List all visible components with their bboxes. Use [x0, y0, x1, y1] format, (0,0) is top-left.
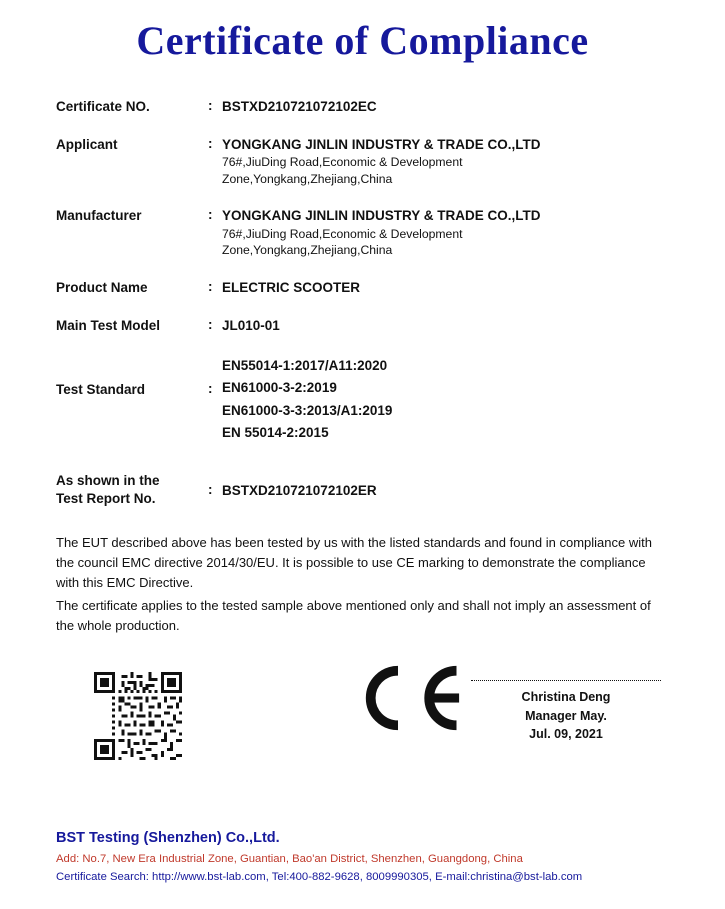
field-row-manufacturer — [56, 207, 669, 278]
field-colon: : — [208, 380, 213, 396]
field-row-product-name — [56, 279, 669, 317]
field-colon: : — [208, 316, 213, 332]
field-colon: : — [208, 482, 213, 498]
footer-contact: Certificate Search: http://www.bst-lab.com, Tel:400-882-9628, 8009990305, E-mail:christina@bst-lab.com — [56, 871, 583, 883]
field-label-certificate-no: Certificate NO. — [56, 99, 150, 114]
field-value-main-test-model: JL010-01 — [222, 317, 280, 333]
page-title: Certificate of Compliance — [136, 18, 589, 63]
test-standard-item: EN61000-3-3:2013/A1:2019 — [222, 402, 393, 418]
test-standard-item: EN 55014-2:2015 — [222, 424, 329, 440]
field-label-main-test-model: Main Test Model — [56, 317, 161, 333]
field-label-product-name: Product Name — [56, 279, 148, 295]
field-row-applicant — [56, 136, 669, 207]
field-label-manufacturer: Manufacturer — [56, 208, 142, 224]
field-value-test-report-no: BSTXD210721072102ER — [222, 483, 377, 499]
field-value-applicant-cell — [222, 136, 669, 207]
certificate-fields-table — [56, 98, 669, 507]
qr-code-icon — [94, 672, 182, 760]
field-row-test-report-no — [56, 464, 669, 507]
field-value-certificate-no: BSTXD210721072102EC — [222, 99, 377, 114]
field-label-test-report-line-2: Test Report No. — [56, 490, 156, 506]
manufacturer-address-line-2: Zone,Yongkang,Zhejiang,China — [222, 243, 393, 258]
field-colon: : — [208, 278, 213, 294]
applicant-address-line-2: Zone,Yongkang,Zhejiang,China — [222, 171, 393, 186]
field-row-test-standard — [56, 355, 669, 464]
footer-address: Add: No.7, New Era Industrial Zone, Guantian, Bao'an District, Shenzhen, Guangdong, China — [56, 853, 523, 865]
statement-paragraph-2: The certificate applies to the tested sample above mentioned only and shall not imply an assessment of the whole production. — [56, 597, 651, 633]
field-label-applicant: Applicant — [56, 137, 118, 153]
field-row-main-test-model — [56, 317, 669, 355]
field-value-product-name: ELECTRIC SCOOTER — [222, 279, 361, 295]
statement-paragraph-1: The EUT described above has been tested by us with the listed standards and found in compliance with the council EMC directive 2014/30/EU. It is possible to use CE marking to demonstrate the compliance with this EMC Directive. — [56, 535, 652, 591]
applicant-address-line-1: 76#,JiuDing Road,Economic & Development — [222, 155, 463, 170]
footer — [56, 830, 685, 883]
field-colon: : — [208, 98, 213, 113]
test-standard-item: EN61000-3-2:2019 — [222, 380, 337, 396]
marks-band — [56, 672, 669, 792]
manufacturer-address-line-1: 76#,JiuDing Road,Economic & Development — [222, 226, 463, 241]
signature-block — [471, 680, 661, 744]
field-value-manufacturer-cell — [222, 207, 669, 278]
field-row-certificate-no — [56, 98, 669, 136]
field-value-applicant: YONGKANG JINLIN INDUSTRY & TRADE CO.,LTD — [222, 137, 541, 153]
test-standard-item: EN55014-1:2017/A11:2020 — [222, 357, 388, 373]
field-value-manufacturer: YONGKANG JINLIN INDUSTRY & TRADE CO.,LTD — [222, 208, 541, 224]
field-value-test-standard-list — [222, 355, 669, 464]
field-label-test-report-no — [56, 464, 208, 507]
signature-line — [471, 680, 661, 681]
field-label-test-standard: Test Standard — [56, 381, 146, 397]
field-colon: : — [208, 207, 213, 223]
signatory-name: Christina Deng — [521, 689, 611, 704]
field-label-test-report-line-1: As shown in the — [56, 473, 160, 489]
field-colon: : — [208, 136, 213, 152]
ce-marking-icon — [346, 660, 476, 736]
issue-date: Jul. 09, 2021 — [529, 727, 603, 742]
certificate-page — [0, 18, 725, 909]
signatory-role: Manager May. — [525, 708, 607, 723]
footer-company-name: BST Testing (Shenzhen) Co.,Ltd. — [56, 830, 280, 846]
compliance-statement — [56, 533, 669, 636]
